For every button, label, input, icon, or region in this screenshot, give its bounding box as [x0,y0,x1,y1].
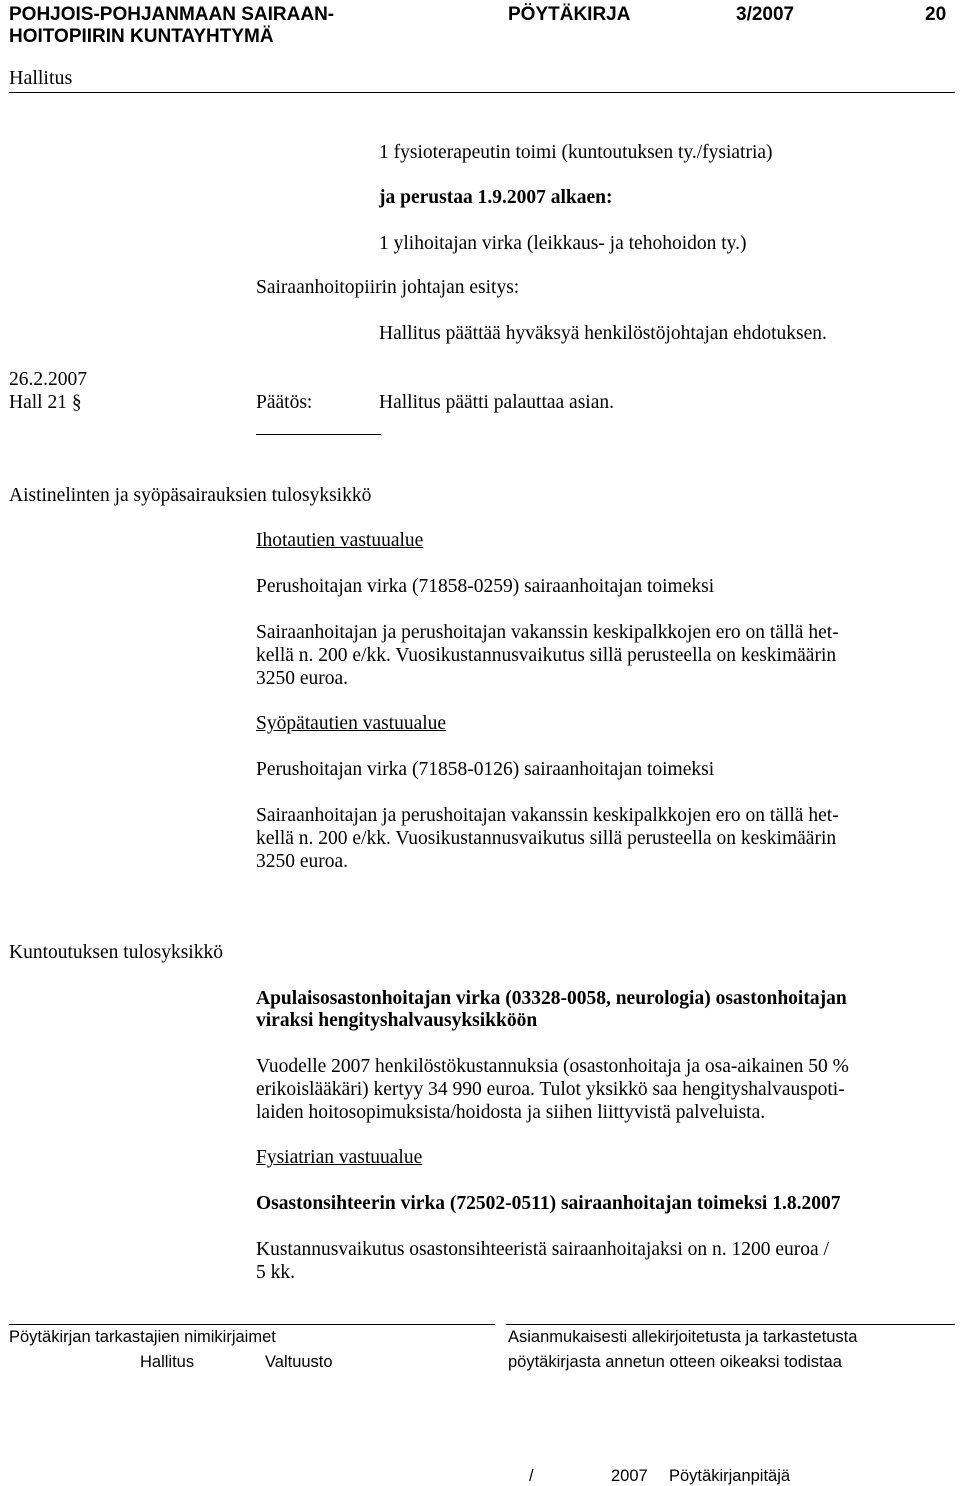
meeting-date: 26.2.2007 [9,369,87,390]
minutes-keeper-label: Pöytäkirjanpitäjä [669,1467,791,1485]
paragraph-line: erikoislääkäri) kertyy 34 990 euroa. Tulot yksikkö saa hengityshalvauspoti- [256,1079,845,1100]
paragraph-line: 3250 euroa. [256,668,349,689]
post-title: Perushoitajan virka (71858-0126) sairaanhoitajan toimeksi [256,759,715,780]
unit-title: Aistinelinten ja syöpäsairauksien tulosyksikkö [9,485,372,506]
footer-rule-left [9,1324,495,1325]
paragraph-line: Sairaanhoitajan ja perushoitajan vakanssin keskipalkkojen ero on tällä het- [256,805,839,826]
proposal-label: Sairaanhoitopiirin johtajan esitys: [256,277,520,298]
date-slash: / [529,1467,534,1485]
area-title: Ihotautien vastuualue [256,530,424,551]
decision-text: Hallitus päätti palauttaa asian. [379,392,614,413]
area-title: Syöpätautien vastuualue [256,713,447,734]
initials-label: Pöytäkirjan tarkastajien nimikirjaimet [9,1328,276,1346]
post-title-bold: viraksi hengityshalvausyksikköön [256,1010,538,1031]
paragraph-line: 5 kk. [256,1262,295,1283]
post-title: Perushoitajan virka (71858-0259) sairaanhoitajan toimeksi [256,576,715,597]
post-title-bold: Apulaisosastonhoitajan virka (03328-0058, neurologia) osastonhoitajan [256,988,847,1009]
org-name-line2: HOITOPIIRIN KUNTAYHTYMÄ [9,26,274,47]
proposal-text: Hallitus päättää hyväksyä henkilöstöjohtajan ehdotuksen. [379,323,827,344]
post-title-bold: Osastonsihteerin virka (72502-0511) sairaanhoitajan toimeksi 1.8.2007 [256,1193,841,1214]
footer-rule-right [506,1324,955,1325]
initials-hallitus: Hallitus [140,1353,195,1371]
signature-year: 2007 [611,1467,648,1485]
section-number: Hall 21 § [9,392,82,413]
decision-label: Päätös: [256,392,313,413]
page-number: 20 [925,4,947,25]
text-line: 1 fysioterapeutin toimi (kuntoutuksen ty./fysiatria) [379,142,773,163]
header-rule [9,92,955,93]
text-line: 1 ylihoitajan virka (leikkaus- ja tehohoidon ty.) [379,233,747,254]
body-name: Hallitus [9,67,73,89]
section-divider [256,434,381,435]
org-name-line1: POHJOIS-POHJANMAAN SAIRAAN- [9,4,335,25]
area-title: Fysiatrian vastuualue [256,1147,423,1168]
paragraph-line: kellä n. 200 e/kk. Vuosikustannusvaikutus sillä perusteella on keskimäärin [256,645,837,666]
certification-line1: Asianmukaisesti allekirjoitetusta ja tarkastetusta [508,1328,858,1346]
paragraph-line: Kustannusvaikutus osastonsihteeristä sairaanhoitajaksi on n. 1200 euroa / [256,1239,829,1260]
initials-valtuusto: Valtuusto [265,1353,333,1371]
paragraph-line: Sairaanhoitajan ja perushoitajan vakanssin keskipalkkojen ero on tällä het- [256,622,839,643]
doc-type: PÖYTÄKIRJA [508,4,631,25]
text-line-bold: ja perustaa 1.9.2007 alkaen: [379,187,613,208]
paragraph-line: Vuodelle 2007 henkilöstökustannuksia (osastonhoitaja ja osa-aikainen 50 % [256,1056,849,1077]
certification-line2: pöytäkirjasta annetun otteen oikeaksi todistaa [508,1353,842,1371]
paragraph-line: kellä n. 200 e/kk. Vuosikustannusvaikutus sillä perusteella on keskimäärin [256,828,837,849]
unit-title: Kuntoutuksen tulosyksikkö [9,942,223,963]
paragraph-line: laiden hoitosopimuksista/hoidosta ja siihen liittyvistä palveluista. [256,1102,766,1123]
doc-number: 3/2007 [736,4,795,25]
paragraph-line: 3250 euroa. [256,851,349,872]
